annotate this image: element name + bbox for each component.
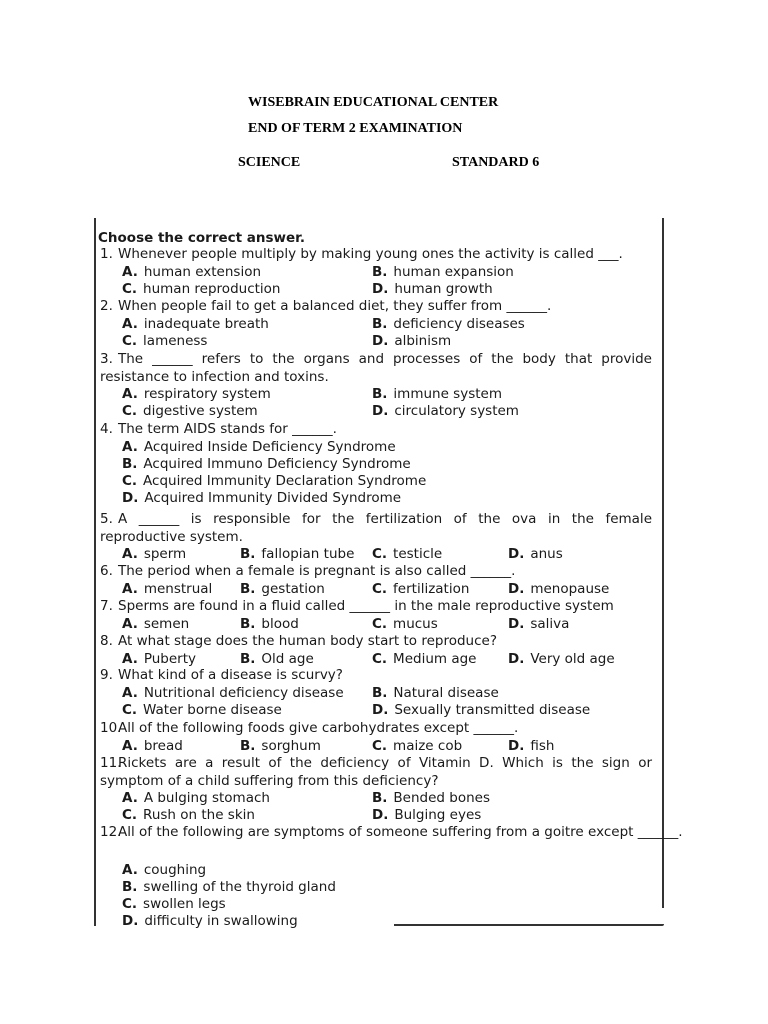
question-12 xyxy=(100,824,683,840)
option-b xyxy=(240,651,314,667)
question-number: 7. xyxy=(100,598,113,614)
option-text: Nutritional deficiency disease xyxy=(143,685,344,701)
question-9 xyxy=(100,667,343,683)
option-text: fallopian tube xyxy=(261,546,355,562)
option-text: Very old age xyxy=(530,651,615,667)
option-letter: D. xyxy=(372,403,389,419)
option-letter: A. xyxy=(122,738,138,754)
option-text: Acquired Immunity Divided Syndrome xyxy=(144,490,402,506)
option-d xyxy=(372,281,493,297)
option-letter: B. xyxy=(372,685,388,701)
option-text: difficulty in swallowing xyxy=(144,913,298,929)
option-letter: A. xyxy=(122,264,138,280)
option-text: lameness xyxy=(143,333,208,349)
option-a xyxy=(122,581,212,597)
sheet-border-left xyxy=(94,218,96,926)
option-letter: B. xyxy=(372,264,388,280)
option-a xyxy=(122,616,189,632)
option-text: mucus xyxy=(393,616,438,632)
question-text: All of the following foods give carbohydrates except ______. xyxy=(118,720,519,736)
option-text: digestive system xyxy=(143,403,258,419)
question-2 xyxy=(100,298,551,314)
option-text: respiratory system xyxy=(143,386,271,402)
option-c xyxy=(122,281,280,297)
option-letter: B. xyxy=(240,616,256,632)
option-text: albinism xyxy=(394,333,452,349)
option-text: maize cob xyxy=(393,738,463,754)
option-letter: A. xyxy=(122,316,138,332)
question-text: Whenever people multiply by making young ones the activity is called ___. xyxy=(118,246,623,262)
option-text: Puberty xyxy=(143,651,196,667)
exam-title: END OF TERM 2 EXAMINATION xyxy=(248,121,463,136)
option-letter: C. xyxy=(372,738,388,754)
option-letter: D. xyxy=(508,651,525,667)
option-b xyxy=(372,386,502,402)
question-6 xyxy=(100,563,515,579)
option-a xyxy=(122,264,261,280)
option-letter: C. xyxy=(122,807,138,823)
option-text: Medium age xyxy=(393,651,477,667)
question-text: The ______ refers to the organs and processes of the body that provide resistance to infection and toxins. xyxy=(100,351,652,385)
option-text: swollen legs xyxy=(143,896,226,912)
option-letter: D. xyxy=(372,702,389,718)
option-c xyxy=(122,896,226,912)
option-letter: B. xyxy=(122,879,138,895)
option-a xyxy=(122,386,271,402)
option-d xyxy=(508,546,563,562)
option-letter: B. xyxy=(240,651,256,667)
option-letter: D. xyxy=(508,616,525,632)
option-d xyxy=(508,581,609,597)
option-text: gestation xyxy=(261,581,325,597)
option-d xyxy=(122,913,298,929)
option-a xyxy=(122,316,269,332)
question-text: What kind of a disease is scurvy? xyxy=(118,667,343,683)
option-letter: D. xyxy=(372,281,389,297)
option-b xyxy=(240,616,299,632)
question-8 xyxy=(100,633,497,649)
option-text: Sexually transmitted disease xyxy=(394,702,591,718)
option-letter: A. xyxy=(122,581,138,597)
option-text: human extension xyxy=(143,264,262,280)
option-a xyxy=(122,439,396,455)
option-letter: B. xyxy=(122,456,138,472)
question-number: 11. xyxy=(100,755,122,771)
option-a xyxy=(122,546,186,562)
option-c xyxy=(372,738,462,754)
option-d xyxy=(372,702,590,718)
question-number: 5. xyxy=(100,511,113,527)
option-text: inadequate breath xyxy=(143,316,269,332)
option-d xyxy=(372,807,481,823)
subject-label: SCIENCE xyxy=(238,155,301,170)
question-number: 8. xyxy=(100,633,113,649)
option-d xyxy=(372,333,451,349)
option-letter: A. xyxy=(122,386,138,402)
question-number: 12. xyxy=(100,824,122,840)
option-text: anus xyxy=(530,546,563,562)
option-letter: D. xyxy=(372,807,389,823)
question-text: Rickets are a result of the deficiency of Vitamin D. Which is the sign or symptom of a child suffering from this deficiency? xyxy=(100,755,652,789)
option-b xyxy=(372,790,490,806)
option-letter: A. xyxy=(122,862,138,878)
option-letter: B. xyxy=(240,546,256,562)
school-name: WISEBRAIN EDUCATIONAL CENTER xyxy=(248,95,499,110)
question-text: Sperms are found in a fluid called ______ in the male reproductive system xyxy=(118,598,614,614)
option-text: human growth xyxy=(394,281,493,297)
question-text: At what stage does the human body start to reproduce? xyxy=(118,633,498,649)
option-a xyxy=(122,685,344,701)
option-letter: A. xyxy=(122,790,138,806)
sheet-border-bottom xyxy=(394,924,664,926)
option-letter: A. xyxy=(122,546,138,562)
option-text: sperm xyxy=(143,546,187,562)
option-b xyxy=(240,738,321,754)
question-number: 4. xyxy=(100,421,113,437)
option-a xyxy=(122,790,270,806)
question-text: When people fail to get a balanced diet, they suffer from ______. xyxy=(118,298,552,314)
option-text: sorghum xyxy=(261,738,321,754)
option-letter: C. xyxy=(372,546,388,562)
option-text: testicle xyxy=(393,546,443,562)
option-text: Rush on the skin xyxy=(143,807,255,823)
option-b xyxy=(122,456,411,472)
option-text: A bulging stomach xyxy=(143,790,270,806)
option-text: saliva xyxy=(530,616,570,632)
option-letter: D. xyxy=(508,738,525,754)
option-letter: D. xyxy=(122,913,139,929)
option-a xyxy=(122,862,206,878)
option-letter: D. xyxy=(508,546,525,562)
question-text: A ______ is responsible for the fertilization of the ova in the female reproductive system. xyxy=(100,511,652,545)
option-letter: C. xyxy=(372,581,388,597)
question-text: The period when a female is pregnant is also called ______. xyxy=(118,563,516,579)
option-letter: B. xyxy=(240,581,256,597)
option-b xyxy=(122,879,336,895)
option-letter: D. xyxy=(508,581,525,597)
option-text: swelling of the thyroid gland xyxy=(143,879,336,895)
option-text: Old age xyxy=(261,651,314,667)
option-text: coughing xyxy=(143,862,207,878)
option-c xyxy=(372,616,438,632)
option-d xyxy=(508,616,569,632)
option-letter: C. xyxy=(122,403,138,419)
option-text: menstrual xyxy=(143,581,213,597)
option-letter: D. xyxy=(122,490,139,506)
option-letter: A. xyxy=(122,616,138,632)
question-1 xyxy=(100,246,623,262)
option-text: immune system xyxy=(393,386,502,402)
option-b xyxy=(372,316,525,332)
option-c xyxy=(122,473,426,489)
option-letter: B. xyxy=(372,386,388,402)
question-text: The term AIDS stands for ______. xyxy=(118,421,337,437)
option-a xyxy=(122,738,183,754)
question-text: All of the following are symptoms of someone suffering from a goitre except ______. xyxy=(118,824,683,840)
option-letter: C. xyxy=(122,333,138,349)
option-d xyxy=(508,651,615,667)
question-number: 2. xyxy=(100,298,113,314)
option-text: human expansion xyxy=(393,264,514,280)
option-c xyxy=(122,807,255,823)
option-letter: D. xyxy=(372,333,389,349)
option-letter: C. xyxy=(372,616,388,632)
option-letter: C. xyxy=(372,651,388,667)
option-d xyxy=(508,738,554,754)
option-c xyxy=(372,581,469,597)
option-d xyxy=(372,403,519,419)
option-c xyxy=(122,702,282,718)
option-text: human reproduction xyxy=(143,281,281,297)
question-number: 1. xyxy=(100,246,113,262)
question-sheet xyxy=(94,218,683,930)
option-c xyxy=(122,403,258,419)
option-text: blood xyxy=(261,616,299,632)
option-text: Bulging eyes xyxy=(394,807,482,823)
option-text: fertilization xyxy=(393,581,470,597)
question-number: 9. xyxy=(100,667,113,683)
option-text: Acquired Immuno Deficiency Syndrome xyxy=(143,456,411,472)
option-letter: B. xyxy=(372,316,388,332)
option-b xyxy=(240,546,354,562)
question-number: 10. xyxy=(100,720,122,736)
option-d xyxy=(122,490,401,506)
instruction: Choose the correct answer. xyxy=(98,230,306,246)
option-b xyxy=(240,581,325,597)
question-7 xyxy=(100,598,614,614)
option-text: semen xyxy=(143,616,190,632)
option-letter: C. xyxy=(122,896,138,912)
standard-label: STANDARD 6 xyxy=(452,155,540,170)
option-text: Bended bones xyxy=(393,790,491,806)
sheet-border-right xyxy=(662,218,664,908)
question-5 xyxy=(100,510,652,546)
option-text: deficiency diseases xyxy=(393,316,525,332)
option-letter: A. xyxy=(122,685,138,701)
option-text: fish xyxy=(530,738,555,754)
option-letter: C. xyxy=(122,281,138,297)
question-11 xyxy=(100,754,652,790)
option-text: Natural disease xyxy=(393,685,499,701)
option-text: bread xyxy=(143,738,183,754)
question-3 xyxy=(100,350,652,386)
option-b xyxy=(372,685,499,701)
option-text: circulatory system xyxy=(394,403,519,419)
option-letter: B. xyxy=(372,790,388,806)
option-c xyxy=(372,651,476,667)
option-c xyxy=(122,333,207,349)
option-letter: C. xyxy=(122,473,138,489)
question-number: 3. xyxy=(100,351,113,367)
option-text: Water borne disease xyxy=(143,702,282,718)
option-letter: B. xyxy=(240,738,256,754)
option-text: menopause xyxy=(530,581,610,597)
option-letter: A. xyxy=(122,439,138,455)
question-number: 6. xyxy=(100,563,113,579)
option-text: Acquired Immunity Declaration Syndrome xyxy=(143,473,427,489)
option-a xyxy=(122,651,196,667)
option-text: Acquired Inside Deficiency Syndrome xyxy=(143,439,396,455)
option-c xyxy=(372,546,442,562)
option-letter: A. xyxy=(122,651,138,667)
option-letter: C. xyxy=(122,702,138,718)
question-4 xyxy=(100,421,337,437)
option-b xyxy=(372,264,514,280)
question-10 xyxy=(100,720,518,736)
